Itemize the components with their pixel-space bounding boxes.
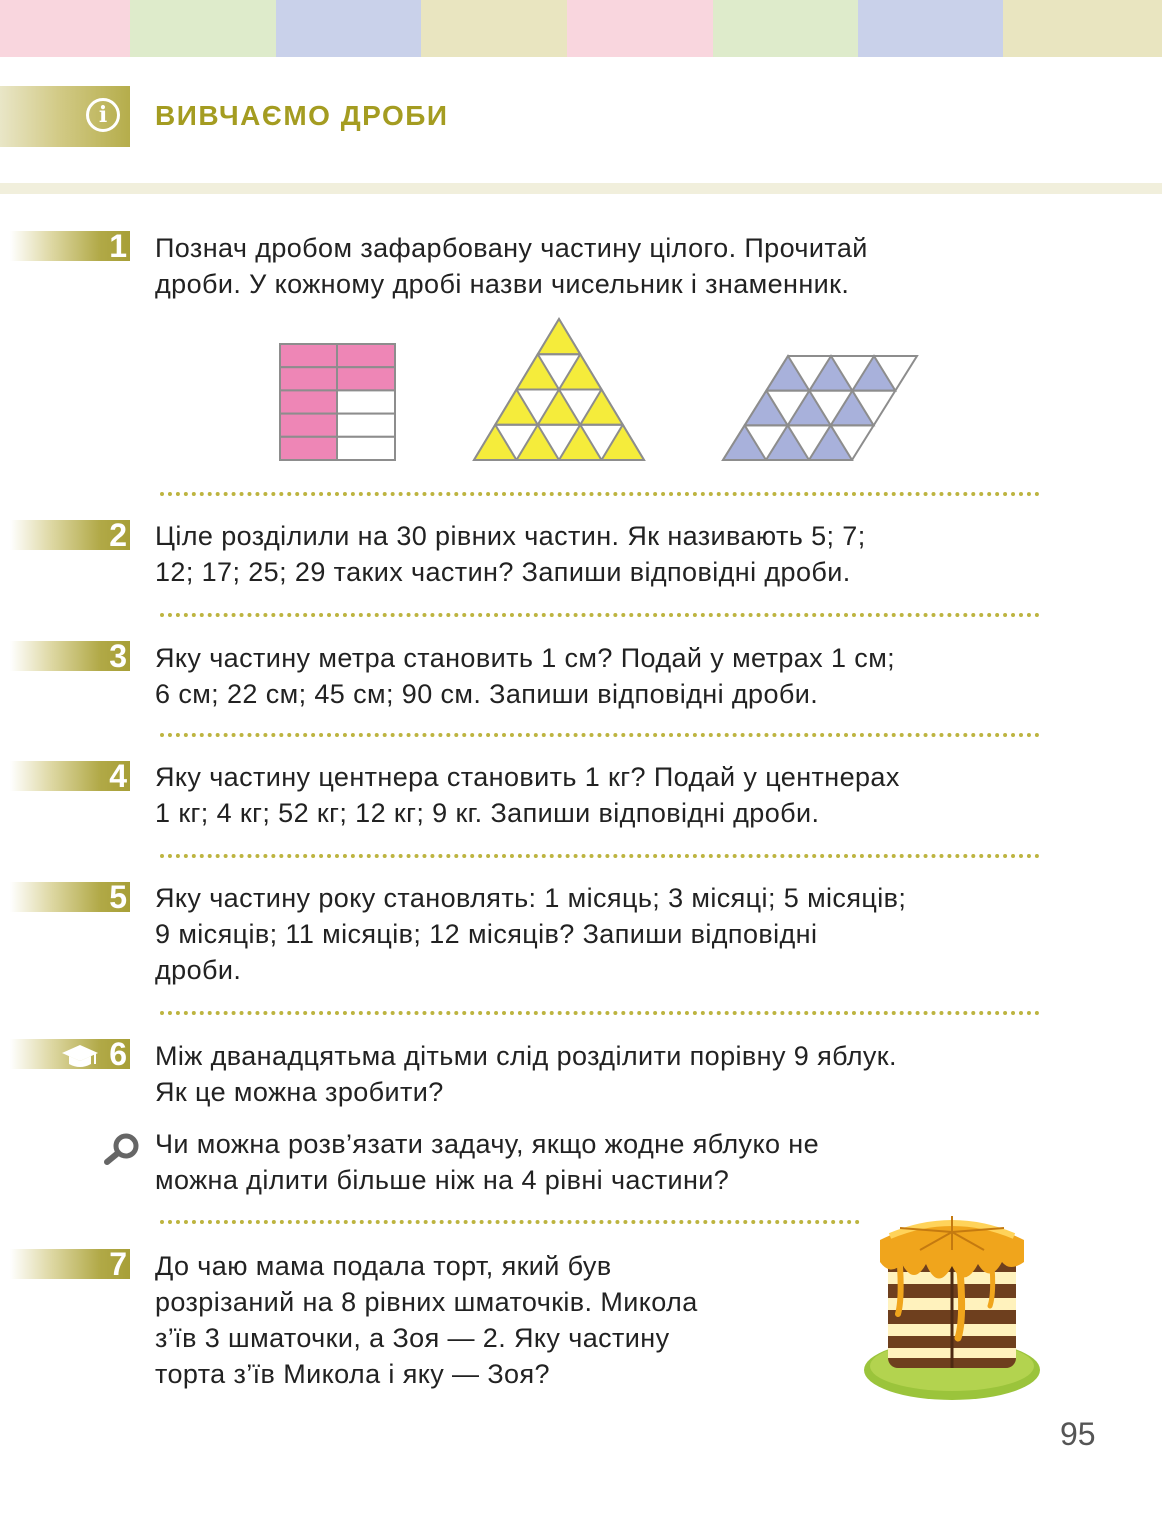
task-number: 7 [109, 1246, 127, 1282]
text-line: дроби. У кожному дробі назви чисельник і знаменник. [155, 269, 850, 299]
graduation-cap-icon [60, 1043, 100, 1071]
text-line: 9 місяців; 11 місяців; 12 місяців? Запиши відповідні [155, 919, 818, 949]
text-line: торта з’їв Микола і яку — Зоя? [155, 1359, 550, 1389]
page-number: 95 [1060, 1416, 1096, 1452]
stripe [0, 0, 130, 57]
text-line: з’їв 3 шматочки, а Зоя — 2. Яку частину [155, 1323, 670, 1353]
header-rule [0, 183, 1162, 194]
text-line: До чаю мама подала торт, який був [155, 1251, 612, 1281]
text-line: Як це можна зробити? [155, 1077, 444, 1107]
task-number-tag [10, 758, 130, 794]
task-6-extra-text [155, 1126, 1035, 1198]
task-number: 3 [109, 638, 127, 674]
text-line: Яку частину центнера становить 1 кг? Подай у центнерах [155, 762, 900, 792]
task-number: 6 [109, 1036, 127, 1072]
text-line: 12; 17; 25; 29 таких частин? Запиши відповідні дроби. [155, 557, 851, 587]
task-4-text [155, 759, 1035, 831]
task-2-text [155, 518, 1035, 590]
info-icon: i [86, 98, 120, 132]
text-line: Яку частину метра становить 1 см? Подай у метрах 1 см; [155, 643, 896, 673]
top-color-bar [0, 0, 1162, 57]
task-3-text [155, 640, 1035, 712]
task-number: 5 [109, 879, 127, 915]
cake-image [860, 1210, 1045, 1405]
text-line: Яку частину року становлять: 1 місяць; 3 місяці; 5 місяців; [155, 883, 907, 913]
magnifier-icon [102, 1132, 142, 1166]
task-5-text [155, 880, 1035, 988]
triangle-figure [474, 319, 644, 460]
task-number: 1 [109, 228, 127, 264]
text-line: Познач дробом зафарбовану частину цілого. Прочитай [155, 233, 868, 263]
answer-dotted-line [160, 1220, 860, 1224]
fraction-figures [0, 300, 1162, 470]
answer-dotted-line [160, 492, 1040, 496]
stripe [276, 0, 421, 57]
task-number-tag [10, 517, 130, 553]
task-number-tag [10, 879, 130, 915]
answer-dotted-line [160, 854, 1040, 858]
text-line: Між дванадцятьма дітьми слід розділити порівну 9 яблук. [155, 1041, 897, 1071]
answer-dotted-line [160, 1011, 1040, 1015]
text-line: можна ділити більше ніж на 4 рівні частини? [155, 1165, 730, 1195]
task-number-tag [10, 228, 130, 264]
text-line: розрізаний на 8 рівних шматочків. Микола [155, 1287, 698, 1317]
answer-dotted-line [160, 733, 1040, 737]
task-number: 4 [109, 758, 127, 794]
text-line: Чи можна розв’язати задачу, якщо жодне яблуко не [155, 1129, 820, 1159]
stripe [567, 0, 713, 57]
task-6-text [155, 1038, 1035, 1110]
stripe [130, 0, 276, 57]
stripe [713, 0, 858, 57]
text-line: дроби. [155, 955, 242, 985]
rectangle-figure [280, 344, 395, 460]
stripe [858, 0, 1003, 57]
text-line: 1 кг; 4 кг; 52 кг; 12 кг; 9 кг. Запиши відповідні дроби. [155, 798, 820, 828]
task-number: 2 [109, 517, 127, 553]
page-title: ВИВЧАЄМО ДРОБИ [155, 100, 449, 131]
answer-dotted-line [160, 613, 1040, 617]
stripe [421, 0, 567, 57]
text-line: Ціле розділили на 30 рівних частин. Як називають 5; 7; [155, 521, 866, 551]
text-line: 6 см; 22 см; 45 см; 90 см. Запиши відповідні дроби. [155, 679, 819, 709]
stripe [1003, 0, 1162, 57]
task-number-tag [10, 1246, 130, 1282]
parallelogram-figure [723, 356, 917, 460]
task-number-tag [10, 638, 130, 674]
task-1-text [155, 230, 1035, 302]
task-7-text [155, 1248, 835, 1392]
